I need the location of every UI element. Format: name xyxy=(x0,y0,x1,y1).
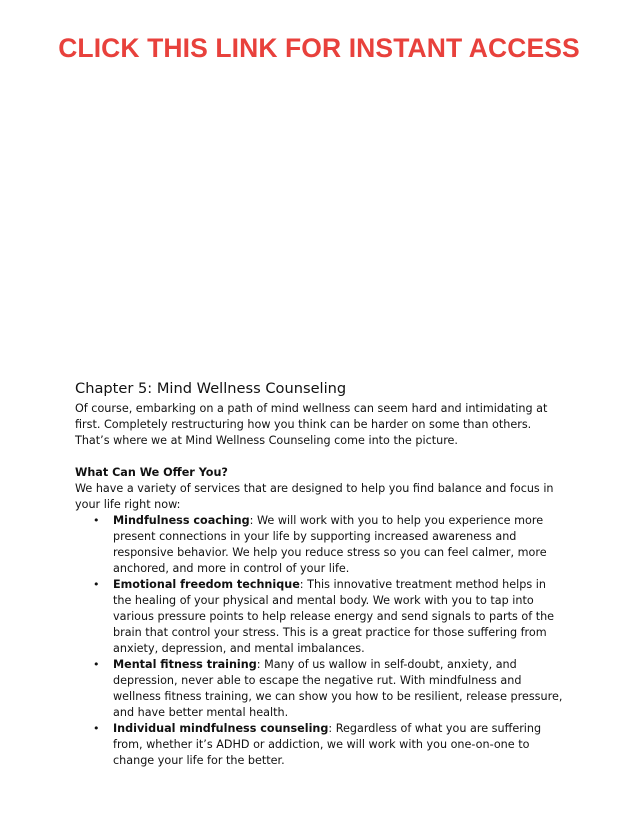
list-item xyxy=(93,577,565,657)
service-term: Individual mindfulness counseling xyxy=(113,722,329,735)
intro-paragraph: Of course, embarking on a path of mind wellness can seem hard and intimidating at first. Completely restructuring how you think can be harder on some than others. That’s where we at Mind Wellness Counseling come into the picture. xyxy=(75,402,548,447)
section-intro: We have a variety of services that are designed to help you find balance and focus in your life right now: xyxy=(75,482,554,511)
service-description: We will work with you to help you experience more present connections in your life by supporting increased awareness and responsive behavior. We help you reduce stress so you can feel calmer, more anchored, and more in control of your life. xyxy=(113,514,547,575)
service-description: This innovative treatment method helps in the healing of your physical and mental body. We work with you to tap into various pressure points to help release energy and send signals to parts of the brain that control your stress. This is a great practice for those suffering from anxiety, depression, and mental imbalances. xyxy=(113,578,555,655)
service-separator: : xyxy=(256,658,261,671)
service-separator: : xyxy=(328,722,333,735)
service-term: Emotional freedom technique xyxy=(113,578,300,591)
service-term: Mindfulness coaching xyxy=(113,514,250,527)
document-body xyxy=(75,379,565,769)
chapter-title: Chapter 5: Mind Wellness Counseling xyxy=(75,380,347,397)
bullet-icon: • xyxy=(93,578,100,591)
service-separator: : xyxy=(299,578,304,591)
service-description: Regardless of what you are suffering from, whether it’s ADHD or addiction, we will work with you one-on-one to change your life for the better. xyxy=(113,722,542,767)
service-separator: : xyxy=(249,514,254,527)
instant-access-link[interactable]: CLICK THIS LINK FOR INSTANT ACCESS xyxy=(58,33,580,63)
services-list xyxy=(75,513,565,769)
list-item xyxy=(93,513,565,577)
bullet-icon: • xyxy=(93,722,100,735)
list-item xyxy=(93,657,565,721)
bullet-icon: • xyxy=(93,658,100,671)
service-description: Many of us wallow in self-doubt, anxiety, and depression, never able to escape the negative rut. With mindfulness and wellness fitness training, we can show you how to be resilient, release pressure, and have better mental health. xyxy=(113,658,563,719)
list-item xyxy=(93,721,565,769)
bullet-icon: • xyxy=(93,514,100,527)
section-heading: What Can We Offer You? xyxy=(75,466,228,479)
service-term: Mental fitness training xyxy=(113,658,257,671)
